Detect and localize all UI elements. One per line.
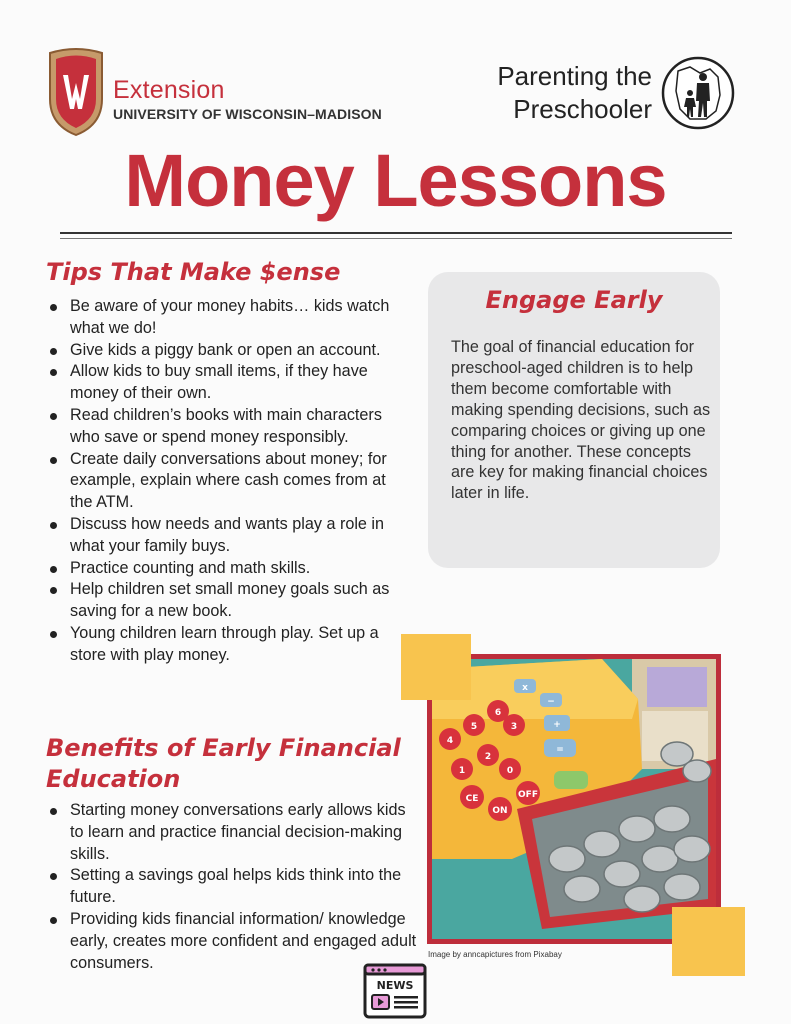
decorative-square-bottom xyxy=(672,907,745,976)
tips-heading: Tips That Make $ense xyxy=(46,258,341,286)
calc-key-label: 0 xyxy=(506,766,514,776)
uw-crest-logo xyxy=(46,47,106,137)
benefits-heading: Benefits of Early Financial Education xyxy=(46,734,401,793)
list-item: Young children learn through play. Set up a store with play money. xyxy=(46,623,401,667)
news-icon xyxy=(363,963,427,1019)
engage-early-box xyxy=(428,272,720,568)
list-item: Setting a savings goal helps kids think into the future. xyxy=(46,865,421,909)
title-divider xyxy=(60,232,732,234)
calc-key-label: 6 xyxy=(494,708,502,718)
benefits-list xyxy=(46,800,421,974)
calc-key-label: + xyxy=(553,720,561,730)
calc-key-label: − xyxy=(547,697,555,707)
parenting-logo-icon xyxy=(660,55,736,131)
list-item: Create daily conversations about money; for example, explain where cash comes from at the ATM. xyxy=(46,449,401,514)
university-name: UNIVERSITY OF WISCONSIN–MADISON xyxy=(113,106,382,122)
list-item: Starting money conversations early allows kids to learn and practice financial decision-making skills. xyxy=(46,800,421,865)
list-item: Give kids a piggy bank or open an account. xyxy=(46,340,401,362)
calc-key-label: 5 xyxy=(470,722,478,732)
list-item: Discuss how needs and wants play a role in what your family buys. xyxy=(46,514,401,558)
news-label: NEWS xyxy=(376,979,414,992)
engage-heading: Engage Early xyxy=(485,286,663,314)
list-item: Read children’s books with main characters who save or spend money responsibly. xyxy=(46,405,401,449)
calc-key-label: = xyxy=(556,745,564,755)
calc-key-label: CE xyxy=(465,794,479,804)
calc-key-label: OFF xyxy=(518,790,538,800)
calc-key-label: 4 xyxy=(446,736,454,746)
list-item: Providing kids financial information/ knowledge early, creates more confident and engaged adult consumers. xyxy=(46,909,421,974)
list-item: Practice counting and math skills. xyxy=(46,558,401,580)
list-item: Allow kids to buy small items, if they have money of their own. xyxy=(46,361,401,405)
series-title xyxy=(462,60,652,126)
decorative-square-top xyxy=(401,634,471,700)
extension-name: Extension xyxy=(113,76,225,104)
series-title-line1: Parenting the xyxy=(497,61,652,91)
page-title: Money Lessons xyxy=(124,139,667,222)
calc-key-label: 1 xyxy=(458,766,466,776)
tips-list xyxy=(46,296,401,667)
list-item: Be aware of your money habits… kids watch what we do! xyxy=(46,296,401,340)
toy-calculator-illustration xyxy=(432,659,716,939)
calc-key-label: 2 xyxy=(484,752,492,762)
photo-credit: Image by anncapictures from Pixabay xyxy=(428,950,562,959)
calc-key-label: 3 xyxy=(510,722,518,732)
calc-key-label: x xyxy=(522,683,528,693)
engage-body: The goal of financial education for preschool-aged children is to help them become comfortable with making spending decisions, such as comparing choices or giving up one thing for another. These concepts are key for making financial choices later in life. xyxy=(451,338,711,503)
calculator-coins-photo xyxy=(427,654,721,944)
title-divider-thin xyxy=(60,238,732,239)
series-title-line2: Preschooler xyxy=(513,94,652,124)
list-item: Help children set small money goals such as saving for a new book. xyxy=(46,579,401,623)
calc-key-label: ON xyxy=(492,806,508,816)
